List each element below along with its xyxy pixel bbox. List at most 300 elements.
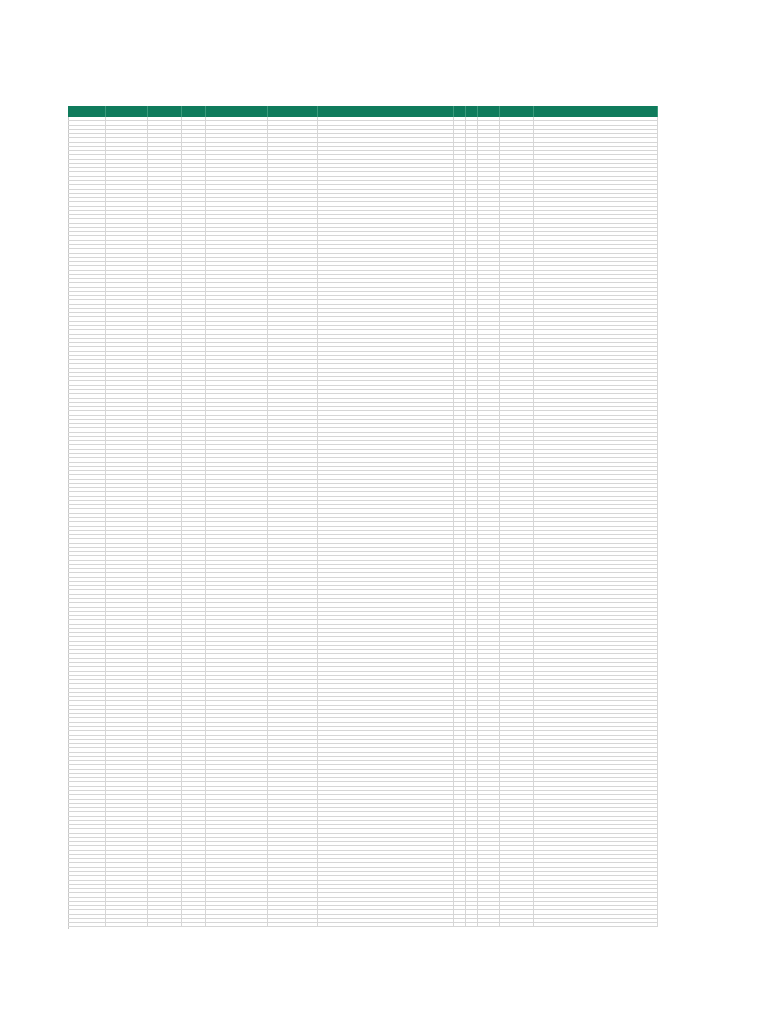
table-cell-col11 [500, 381, 534, 384]
table-cell-col4 [182, 296, 206, 299]
table-cell-col8 [454, 266, 466, 269]
table-cell-col5 [206, 471, 268, 474]
table-cell-col5 [206, 616, 268, 619]
table-cell-col9 [466, 211, 478, 214]
table-cell-col7 [318, 595, 454, 598]
table-cell-col10 [478, 518, 500, 521]
table-cell-col9 [466, 544, 478, 547]
table-cell-col10 [478, 497, 500, 500]
table-cell-col4 [182, 313, 206, 316]
table-cell-col7 [318, 296, 454, 299]
table-cell-col9 [466, 654, 478, 657]
table-cell-col10 [478, 654, 500, 657]
table-cell-col10 [478, 744, 500, 747]
table-cell-col6 [268, 343, 318, 346]
table-cell-col5 [206, 185, 268, 188]
table-cell-col10 [478, 659, 500, 662]
table-cell-col3 [148, 266, 182, 269]
table-cell-col9 [466, 689, 478, 692]
table-cell-col4 [182, 659, 206, 662]
table-cell-col10 [478, 795, 500, 798]
table-cell-col8 [454, 590, 466, 593]
table-cell-col5 [206, 164, 268, 167]
table-cell-col11 [500, 633, 534, 636]
table-cell-col1 [68, 620, 106, 623]
table-cell-col3 [148, 817, 182, 820]
table-cell-col6 [268, 207, 318, 210]
table-cell-col7 [318, 300, 454, 303]
table-cell-col11 [500, 757, 534, 760]
table-cell-col9 [466, 463, 478, 466]
table-cell-col9 [466, 134, 478, 137]
table-cell-col12 [534, 360, 658, 363]
table-cell-col5 [206, 352, 268, 355]
table-cell-col5 [206, 403, 268, 406]
table-cell-col6 [268, 352, 318, 355]
table-cell-col5 [206, 654, 268, 657]
table-cell-col5 [206, 838, 268, 841]
table-cell-col8 [454, 300, 466, 303]
table-cell-col5 [206, 407, 268, 410]
table-cell-col7 [318, 556, 454, 559]
table-cell-col12 [534, 727, 658, 730]
table-cell-col8 [454, 731, 466, 734]
table-cell-col11 [500, 330, 534, 333]
table-cell-col3 [148, 855, 182, 858]
table-cell-col1 [68, 241, 106, 244]
table-cell-col10 [478, 420, 500, 423]
table-cell-col7 [318, 420, 454, 423]
table-cell-col9 [466, 326, 478, 329]
table-cell-col4 [182, 569, 206, 572]
table-cell-col1 [68, 497, 106, 500]
table-cell-col4 [182, 573, 206, 576]
table-cell-col6 [268, 335, 318, 338]
table-cell-col2 [106, 535, 148, 538]
table-cell-col4 [182, 505, 206, 508]
table-cell-col10 [478, 906, 500, 909]
table-cell-col2 [106, 761, 148, 764]
table-cell-col12 [534, 224, 658, 227]
table-cell-col9 [466, 697, 478, 700]
table-cell-col10 [478, 680, 500, 683]
table-cell-col7 [318, 147, 454, 150]
table-cell-col4 [182, 535, 206, 538]
table-cell-col9 [466, 561, 478, 564]
table-cell-col4 [182, 676, 206, 679]
table-cell-col7 [318, 386, 454, 389]
table-cell-col2 [106, 228, 148, 231]
table-cell-col3 [148, 829, 182, 832]
table-cell-col6 [268, 168, 318, 171]
table-cell-col3 [148, 706, 182, 709]
table-cell-col7 [318, 633, 454, 636]
table-cell-col11 [500, 339, 534, 342]
table-cell-col9 [466, 565, 478, 568]
table-cell-col4 [182, 710, 206, 713]
table-cell-col7 [318, 283, 454, 286]
table-cell-col12 [534, 599, 658, 602]
table-cell-col3 [148, 411, 182, 414]
table-cell-col6 [268, 441, 318, 444]
table-cell-col9 [466, 283, 478, 286]
table-cell-col2 [106, 689, 148, 692]
table-cell-col10 [478, 765, 500, 768]
table-cell-col3 [148, 317, 182, 320]
table-cell-col3 [148, 181, 182, 184]
table-cell-col8 [454, 467, 466, 470]
table-cell-col6 [268, 433, 318, 436]
table-cell-col6 [268, 505, 318, 508]
table-cell-col12 [534, 437, 658, 440]
table-cell-col3 [148, 898, 182, 901]
table-cell-col1 [68, 356, 106, 359]
table-cell-col7 [318, 898, 454, 901]
table-cell-col8 [454, 211, 466, 214]
table-cell-col3 [148, 471, 182, 474]
table-cell-col6 [268, 181, 318, 184]
table-cell-col11 [500, 151, 534, 154]
table-cell-col3 [148, 339, 182, 342]
table-cell-col9 [466, 842, 478, 845]
table-cell-col2 [106, 548, 148, 551]
table-cell-col11 [500, 740, 534, 743]
table-cell-col2 [106, 910, 148, 913]
table-cell-col9 [466, 663, 478, 666]
table-cell-col9 [466, 386, 478, 389]
table-cell-col9 [466, 518, 478, 521]
table-cell-col8 [454, 381, 466, 384]
table-cell-col12 [534, 356, 658, 359]
table-cell-col2 [106, 433, 148, 436]
table-cell-col9 [466, 855, 478, 858]
table-cell-col2 [106, 190, 148, 193]
table-cell-col6 [268, 360, 318, 363]
table-cell-col12 [534, 906, 658, 909]
table-cell-col12 [534, 676, 658, 679]
table-cell-col7 [318, 228, 454, 231]
table-cell-col7 [318, 561, 454, 564]
table-cell-col8 [454, 531, 466, 534]
table-cell-col1 [68, 842, 106, 845]
table-cell-col10 [478, 403, 500, 406]
table-cell-col3 [148, 723, 182, 726]
table-cell-col3 [148, 258, 182, 261]
table-cell-col7 [318, 330, 454, 333]
table-cell-col9 [466, 347, 478, 350]
table-cell-col6 [268, 313, 318, 316]
table-cell-col4 [182, 851, 206, 854]
table-cell-col4 [182, 629, 206, 632]
table-cell-col3 [148, 761, 182, 764]
table-cell-col12 [534, 838, 658, 841]
table-cell-col2 [106, 475, 148, 478]
table-cell-col7 [318, 232, 454, 235]
table-cell-col7 [318, 245, 454, 248]
table-cell-col6 [268, 885, 318, 888]
table-cell-col3 [148, 689, 182, 692]
table-cell-col11 [500, 582, 534, 585]
table-cell-col12 [534, 373, 658, 376]
table-cell-col12 [534, 863, 658, 866]
table-cell-col1 [68, 800, 106, 803]
table-cell-col8 [454, 292, 466, 295]
table-cell-col10 [478, 582, 500, 585]
table-cell-col9 [466, 181, 478, 184]
table-cell-col9 [466, 625, 478, 628]
table-cell-col4 [182, 232, 206, 235]
table-cell-col5 [206, 770, 268, 773]
table-cell-col6 [268, 663, 318, 666]
table-cell-col6 [268, 778, 318, 781]
table-cell-col12 [534, 509, 658, 512]
table-cell-col10 [478, 407, 500, 410]
table-cell-col6 [268, 266, 318, 269]
table-cell-col2 [106, 676, 148, 679]
table-cell-col5 [206, 138, 268, 141]
table-cell-col12 [534, 672, 658, 675]
table-cell-col2 [106, 868, 148, 871]
table-cell-col7 [318, 505, 454, 508]
table-cell-col12 [534, 245, 658, 248]
table-cell-col8 [454, 727, 466, 730]
table-cell-col6 [268, 595, 318, 598]
table-cell-col8 [454, 399, 466, 402]
table-cell-col9 [466, 471, 478, 474]
table-cell-col11 [500, 646, 534, 649]
table-cell-col1 [68, 876, 106, 879]
table-cell-col6 [268, 680, 318, 683]
table-cell-col4 [182, 454, 206, 457]
table-cell-col12 [534, 898, 658, 901]
table-cell-col2 [106, 386, 148, 389]
table-cell-col3 [148, 595, 182, 598]
table-cell-col8 [454, 740, 466, 743]
table-cell-col4 [182, 701, 206, 704]
table-cell-col12 [534, 330, 658, 333]
table-cell-col7 [318, 172, 454, 175]
table-cell-col11 [500, 254, 534, 257]
table-cell-col6 [268, 518, 318, 521]
table-cell-col10 [478, 590, 500, 593]
table-cell-col7 [318, 910, 454, 913]
table-cell-col2 [106, 518, 148, 521]
table-cell-col5 [206, 428, 268, 431]
table-cell-col8 [454, 143, 466, 146]
table-cell-col10 [478, 616, 500, 619]
table-cell-col6 [268, 770, 318, 773]
table-cell-col1 [68, 309, 106, 312]
table-cell-col12 [534, 185, 658, 188]
table-cell-col11 [500, 898, 534, 901]
table-cell-col2 [106, 672, 148, 675]
table-cell-col1 [68, 629, 106, 632]
table-cell-col4 [182, 761, 206, 764]
table-cell-col11 [500, 535, 534, 538]
table-cell-col5 [206, 305, 268, 308]
table-cell-col12 [534, 249, 658, 252]
table-cell-col12 [534, 266, 658, 269]
table-cell-col9 [466, 330, 478, 333]
table-cell-col8 [454, 633, 466, 636]
table-cell-col5 [206, 718, 268, 721]
table-cell-col3 [148, 910, 182, 913]
table-cell-col1 [68, 501, 106, 504]
table-cell-col9 [466, 403, 478, 406]
table-cell-col3 [148, 787, 182, 790]
table-cell-col9 [466, 893, 478, 896]
table-cell-col8 [454, 480, 466, 483]
table-cell-col3 [148, 245, 182, 248]
table-cell-col2 [106, 637, 148, 640]
table-cell-col12 [534, 697, 658, 700]
table-cell-col2 [106, 693, 148, 696]
table-cell-col5 [206, 650, 268, 653]
table-cell-col7 [318, 535, 454, 538]
table-cell-col10 [478, 475, 500, 478]
table-cell-col10 [478, 731, 500, 734]
table-cell-col5 [206, 736, 268, 739]
table-cell-col3 [148, 202, 182, 205]
table-cell-col2 [106, 898, 148, 901]
table-cell-col5 [206, 505, 268, 508]
table-cell-col5 [206, 876, 268, 879]
table-cell-col12 [534, 527, 658, 530]
table-cell-col12 [534, 902, 658, 905]
table-cell-col12 [534, 625, 658, 628]
table-cell-col5 [206, 177, 268, 180]
table-cell-col1 [68, 441, 106, 444]
table-cell-col5 [206, 573, 268, 576]
table-cell-col1 [68, 437, 106, 440]
table-cell-col10 [478, 761, 500, 764]
table-cell-col2 [106, 288, 148, 291]
table-cell-col9 [466, 770, 478, 773]
table-cell-col3 [148, 509, 182, 512]
table-cell-col1 [68, 198, 106, 201]
table-cell-col6 [268, 608, 318, 611]
table-cell-col4 [182, 706, 206, 709]
table-cell-col4 [182, 650, 206, 653]
table-cell-col9 [466, 684, 478, 687]
table-cell-col7 [318, 701, 454, 704]
table-cell-col5 [206, 437, 268, 440]
table-cell-col11 [500, 744, 534, 747]
table-cell-col4 [182, 475, 206, 478]
table-cell-col10 [478, 258, 500, 261]
table-cell-col10 [478, 787, 500, 790]
table-cell-col6 [268, 915, 318, 918]
table-cell-col9 [466, 292, 478, 295]
table-cell-col3 [148, 565, 182, 568]
table-cell-col9 [466, 288, 478, 291]
table-cell-col12 [534, 753, 658, 756]
table-cell-col10 [478, 676, 500, 679]
table-cell-col8 [454, 339, 466, 342]
table-cell-col11 [500, 463, 534, 466]
table-cell-col4 [182, 236, 206, 239]
table-cell-col12 [534, 335, 658, 338]
table-cell-col2 [106, 130, 148, 133]
table-cell-col5 [206, 330, 268, 333]
table-cell-col1 [68, 672, 106, 675]
table-cell-col12 [534, 522, 658, 525]
table-cell-col9 [466, 898, 478, 901]
table-cell-col3 [148, 654, 182, 657]
table-cell-col2 [106, 134, 148, 137]
table-cell-col6 [268, 224, 318, 227]
table-cell-col9 [466, 245, 478, 248]
table-cell-col10 [478, 770, 500, 773]
table-cell-col7 [318, 241, 454, 244]
table-cell-col2 [106, 680, 148, 683]
table-cell-col5 [206, 326, 268, 329]
table-cell-col12 [534, 740, 658, 743]
table-cell-col5 [206, 467, 268, 470]
table-cell-col11 [500, 480, 534, 483]
table-cell-col8 [454, 492, 466, 495]
table-cell-col1 [68, 403, 106, 406]
table-cell-col3 [148, 249, 182, 252]
table-cell-col6 [268, 275, 318, 278]
table-cell-col3 [148, 569, 182, 572]
table-cell-col4 [182, 923, 206, 926]
table-cell-col4 [182, 347, 206, 350]
table-cell-col10 [478, 693, 500, 696]
table-cell-col8 [454, 484, 466, 487]
table-cell-col7 [318, 727, 454, 730]
table-cell-col2 [106, 215, 148, 218]
table-cell-col6 [268, 697, 318, 700]
table-cell-col7 [318, 672, 454, 675]
table-cell-col6 [268, 714, 318, 717]
table-cell-col1 [68, 283, 106, 286]
table-cell-col12 [534, 480, 658, 483]
table-cell-col3 [148, 667, 182, 670]
table-cell-col7 [318, 279, 454, 282]
table-cell-col4 [182, 787, 206, 790]
table-cell-col12 [534, 791, 658, 794]
table-cell-col5 [206, 710, 268, 713]
table-cell-col8 [454, 428, 466, 431]
table-cell-col7 [318, 889, 454, 892]
table-cell-col12 [534, 463, 658, 466]
table-cell-col10 [478, 181, 500, 184]
table-cell-col1 [68, 646, 106, 649]
table-cell-col11 [500, 889, 534, 892]
table-cell-col3 [148, 463, 182, 466]
table-cell-col12 [534, 919, 658, 922]
table-cell-col11 [500, 910, 534, 913]
table-cell-col1 [68, 185, 106, 188]
table-cell-col11 [500, 514, 534, 517]
table-cell-col9 [466, 765, 478, 768]
table-cell-col1 [68, 727, 106, 730]
table-cell-col1 [68, 552, 106, 555]
table-cell-col3 [148, 190, 182, 193]
table-cell-col12 [534, 390, 658, 393]
table-cell-col11 [500, 531, 534, 534]
table-cell-col5 [206, 283, 268, 286]
table-cell-col8 [454, 697, 466, 700]
table-cell-col8 [454, 548, 466, 551]
table-cell-col4 [182, 279, 206, 282]
table-cell-col3 [148, 552, 182, 555]
table-cell-col4 [182, 919, 206, 922]
table-cell-col10 [478, 629, 500, 632]
table-cell-col5 [206, 834, 268, 837]
table-cell-col4 [182, 488, 206, 491]
